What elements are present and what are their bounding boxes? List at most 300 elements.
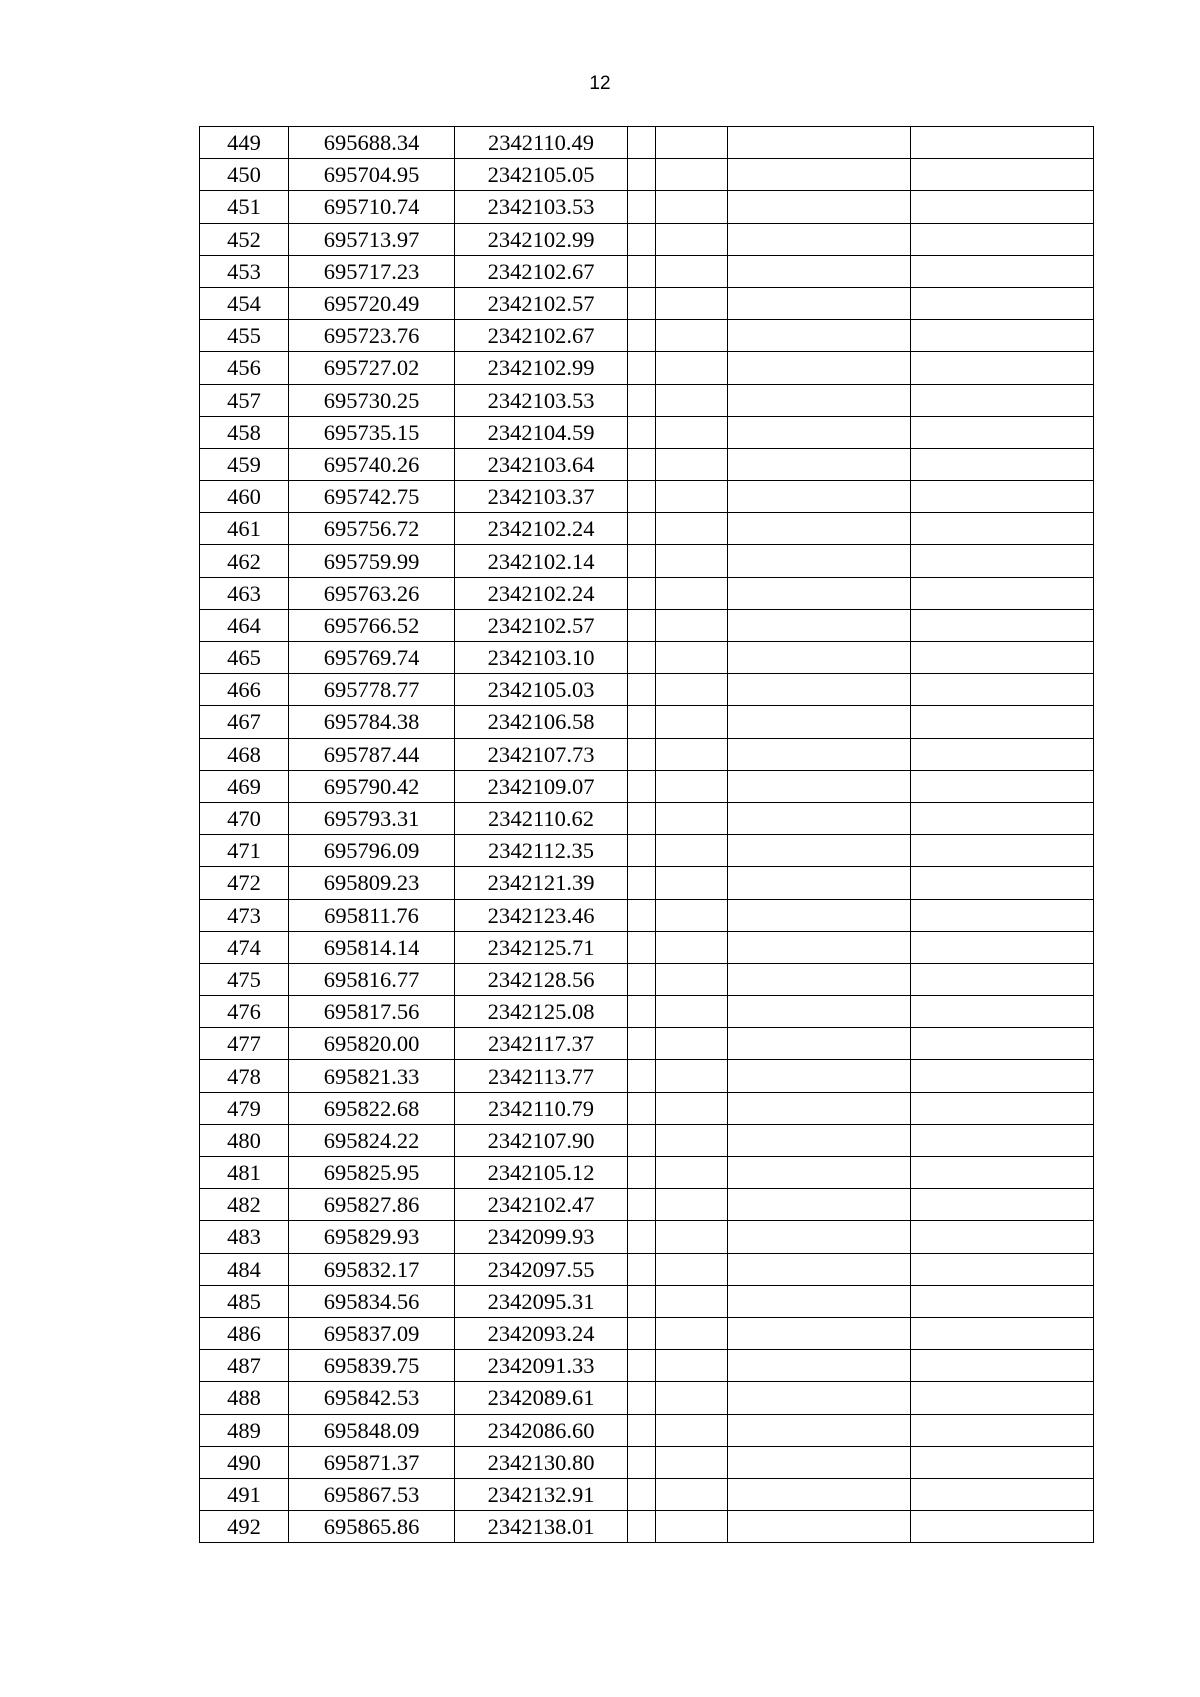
empty-cell bbox=[656, 1285, 728, 1317]
table-row bbox=[200, 642, 1094, 674]
point-number-cell: 472 bbox=[200, 867, 289, 899]
empty-cell bbox=[656, 899, 728, 931]
empty-cell bbox=[628, 352, 656, 384]
x-coordinate-cell: 695839.75 bbox=[289, 1350, 455, 1382]
empty-cell bbox=[656, 191, 728, 223]
empty-cell bbox=[728, 1253, 911, 1285]
x-coordinate-cell: 695829.93 bbox=[289, 1221, 455, 1253]
table-row bbox=[200, 1253, 1094, 1285]
empty-cell bbox=[728, 159, 911, 191]
empty-cell bbox=[728, 1189, 911, 1221]
y-coordinate-cell: 2342105.12 bbox=[455, 1157, 628, 1189]
y-coordinate-cell: 2342107.90 bbox=[455, 1124, 628, 1156]
table-row bbox=[200, 191, 1094, 223]
x-coordinate-cell: 695814.14 bbox=[289, 931, 455, 963]
x-coordinate-cell: 695688.34 bbox=[289, 127, 455, 159]
y-coordinate-cell: 2342107.73 bbox=[455, 738, 628, 770]
empty-cell bbox=[911, 738, 1094, 770]
empty-cell bbox=[911, 1124, 1094, 1156]
empty-cell bbox=[656, 384, 728, 416]
empty-cell bbox=[628, 223, 656, 255]
empty-cell bbox=[728, 706, 911, 738]
point-number-cell: 489 bbox=[200, 1414, 289, 1446]
empty-cell bbox=[656, 416, 728, 448]
point-number-cell: 479 bbox=[200, 1092, 289, 1124]
empty-cell bbox=[628, 384, 656, 416]
empty-cell bbox=[628, 1382, 656, 1414]
empty-cell bbox=[728, 738, 911, 770]
empty-cell bbox=[656, 255, 728, 287]
y-coordinate-cell: 2342125.71 bbox=[455, 931, 628, 963]
y-coordinate-cell: 2342102.14 bbox=[455, 545, 628, 577]
empty-cell bbox=[911, 963, 1094, 995]
y-coordinate-cell: 2342095.31 bbox=[455, 1285, 628, 1317]
y-coordinate-cell: 2342102.57 bbox=[455, 609, 628, 641]
point-number-cell: 466 bbox=[200, 674, 289, 706]
empty-cell bbox=[911, 642, 1094, 674]
empty-cell bbox=[628, 1157, 656, 1189]
empty-cell bbox=[628, 1478, 656, 1510]
table-row bbox=[200, 770, 1094, 802]
empty-cell bbox=[728, 1157, 911, 1189]
table-row bbox=[200, 1060, 1094, 1092]
empty-cell bbox=[656, 1478, 728, 1510]
point-number-cell: 459 bbox=[200, 448, 289, 480]
x-coordinate-cell: 695871.37 bbox=[289, 1446, 455, 1478]
x-coordinate-cell: 695727.02 bbox=[289, 352, 455, 384]
point-number-cell: 475 bbox=[200, 963, 289, 995]
empty-cell bbox=[911, 352, 1094, 384]
y-coordinate-cell: 2342093.24 bbox=[455, 1317, 628, 1349]
empty-cell bbox=[728, 1446, 911, 1478]
empty-cell bbox=[656, 545, 728, 577]
empty-cell bbox=[728, 1221, 911, 1253]
empty-cell bbox=[728, 1124, 911, 1156]
empty-cell bbox=[911, 448, 1094, 480]
empty-cell bbox=[628, 159, 656, 191]
empty-cell bbox=[728, 513, 911, 545]
table-row bbox=[200, 1285, 1094, 1317]
y-coordinate-cell: 2342103.53 bbox=[455, 191, 628, 223]
x-coordinate-cell: 695713.97 bbox=[289, 223, 455, 255]
empty-cell bbox=[911, 996, 1094, 1028]
empty-cell bbox=[728, 770, 911, 802]
table-row bbox=[200, 867, 1094, 899]
y-coordinate-cell: 2342105.05 bbox=[455, 159, 628, 191]
empty-cell bbox=[728, 223, 911, 255]
x-coordinate-cell: 695848.09 bbox=[289, 1414, 455, 1446]
empty-cell bbox=[911, 1092, 1094, 1124]
table-row bbox=[200, 1478, 1094, 1510]
empty-cell bbox=[656, 448, 728, 480]
x-coordinate-cell: 695809.23 bbox=[289, 867, 455, 899]
empty-cell bbox=[628, 802, 656, 834]
empty-cell bbox=[628, 1253, 656, 1285]
table-row bbox=[200, 223, 1094, 255]
empty-cell bbox=[656, 159, 728, 191]
empty-cell bbox=[728, 255, 911, 287]
table-row bbox=[200, 1317, 1094, 1349]
empty-cell bbox=[628, 416, 656, 448]
empty-cell bbox=[728, 320, 911, 352]
empty-cell bbox=[728, 609, 911, 641]
x-coordinate-cell: 695817.56 bbox=[289, 996, 455, 1028]
empty-cell bbox=[728, 481, 911, 513]
table-row bbox=[200, 1350, 1094, 1382]
empty-cell bbox=[728, 448, 911, 480]
y-coordinate-cell: 2342130.80 bbox=[455, 1446, 628, 1478]
empty-cell bbox=[728, 352, 911, 384]
point-number-cell: 454 bbox=[200, 287, 289, 319]
empty-cell bbox=[911, 899, 1094, 931]
point-number-cell: 456 bbox=[200, 352, 289, 384]
y-coordinate-cell: 2342117.37 bbox=[455, 1028, 628, 1060]
table-row bbox=[200, 1511, 1094, 1543]
table-row bbox=[200, 706, 1094, 738]
empty-cell bbox=[628, 448, 656, 480]
empty-cell bbox=[911, 320, 1094, 352]
empty-cell bbox=[911, 1350, 1094, 1382]
y-coordinate-cell: 2342110.79 bbox=[455, 1092, 628, 1124]
empty-cell bbox=[728, 1092, 911, 1124]
coordinates-table bbox=[199, 126, 1094, 1543]
empty-cell bbox=[728, 1478, 911, 1510]
empty-cell bbox=[911, 513, 1094, 545]
empty-cell bbox=[628, 320, 656, 352]
table-row bbox=[200, 674, 1094, 706]
x-coordinate-cell: 695784.38 bbox=[289, 706, 455, 738]
y-coordinate-cell: 2342102.57 bbox=[455, 287, 628, 319]
y-coordinate-cell: 2342112.35 bbox=[455, 835, 628, 867]
x-coordinate-cell: 695735.15 bbox=[289, 416, 455, 448]
empty-cell bbox=[911, 1317, 1094, 1349]
point-number-cell: 465 bbox=[200, 642, 289, 674]
x-coordinate-cell: 695820.00 bbox=[289, 1028, 455, 1060]
empty-cell bbox=[656, 770, 728, 802]
empty-cell bbox=[911, 416, 1094, 448]
empty-cell bbox=[911, 835, 1094, 867]
y-coordinate-cell: 2342086.60 bbox=[455, 1414, 628, 1446]
y-coordinate-cell: 2342103.10 bbox=[455, 642, 628, 674]
empty-cell bbox=[728, 416, 911, 448]
empty-cell bbox=[911, 545, 1094, 577]
y-coordinate-cell: 2342106.58 bbox=[455, 706, 628, 738]
empty-cell bbox=[628, 642, 656, 674]
x-coordinate-cell: 695787.44 bbox=[289, 738, 455, 770]
table-row bbox=[200, 802, 1094, 834]
x-coordinate-cell: 695832.17 bbox=[289, 1253, 455, 1285]
point-number-cell: 486 bbox=[200, 1317, 289, 1349]
empty-cell bbox=[628, 1189, 656, 1221]
empty-cell bbox=[628, 287, 656, 319]
point-number-cell: 473 bbox=[200, 899, 289, 931]
empty-cell bbox=[911, 1157, 1094, 1189]
table-row bbox=[200, 1189, 1094, 1221]
y-coordinate-cell: 2342102.67 bbox=[455, 255, 628, 287]
table-row bbox=[200, 320, 1094, 352]
empty-cell bbox=[728, 642, 911, 674]
empty-cell bbox=[628, 577, 656, 609]
empty-cell bbox=[656, 1189, 728, 1221]
x-coordinate-cell: 695837.09 bbox=[289, 1317, 455, 1349]
empty-cell bbox=[628, 706, 656, 738]
empty-cell bbox=[728, 1350, 911, 1382]
empty-cell bbox=[911, 1414, 1094, 1446]
x-coordinate-cell: 695822.68 bbox=[289, 1092, 455, 1124]
empty-cell bbox=[628, 1317, 656, 1349]
point-number-cell: 450 bbox=[200, 159, 289, 191]
point-number-cell: 467 bbox=[200, 706, 289, 738]
x-coordinate-cell: 695766.52 bbox=[289, 609, 455, 641]
point-number-cell: 492 bbox=[200, 1511, 289, 1543]
x-coordinate-cell: 695834.56 bbox=[289, 1285, 455, 1317]
empty-cell bbox=[911, 159, 1094, 191]
empty-cell bbox=[628, 1350, 656, 1382]
empty-cell bbox=[728, 191, 911, 223]
y-coordinate-cell: 2342102.24 bbox=[455, 513, 628, 545]
empty-cell bbox=[656, 1317, 728, 1349]
empty-cell bbox=[911, 931, 1094, 963]
empty-cell bbox=[911, 223, 1094, 255]
empty-cell bbox=[728, 802, 911, 834]
y-coordinate-cell: 2342102.99 bbox=[455, 223, 628, 255]
empty-cell bbox=[911, 802, 1094, 834]
empty-cell bbox=[728, 1382, 911, 1414]
point-number-cell: 477 bbox=[200, 1028, 289, 1060]
point-number-cell: 460 bbox=[200, 481, 289, 513]
empty-cell bbox=[656, 1382, 728, 1414]
empty-cell bbox=[656, 674, 728, 706]
empty-cell bbox=[656, 1350, 728, 1382]
empty-cell bbox=[728, 545, 911, 577]
empty-cell bbox=[911, 1189, 1094, 1221]
y-coordinate-cell: 2342099.93 bbox=[455, 1221, 628, 1253]
y-coordinate-cell: 2342091.33 bbox=[455, 1350, 628, 1382]
empty-cell bbox=[911, 1060, 1094, 1092]
table-row bbox=[200, 416, 1094, 448]
empty-cell bbox=[911, 1221, 1094, 1253]
y-coordinate-cell: 2342132.91 bbox=[455, 1478, 628, 1510]
table-row bbox=[200, 835, 1094, 867]
x-coordinate-cell: 695723.76 bbox=[289, 320, 455, 352]
table-row bbox=[200, 255, 1094, 287]
empty-cell bbox=[628, 931, 656, 963]
y-coordinate-cell: 2342104.59 bbox=[455, 416, 628, 448]
empty-cell bbox=[911, 1478, 1094, 1510]
empty-cell bbox=[728, 1285, 911, 1317]
empty-cell bbox=[728, 1060, 911, 1092]
empty-cell bbox=[911, 255, 1094, 287]
point-number-cell: 471 bbox=[200, 835, 289, 867]
empty-cell bbox=[728, 287, 911, 319]
empty-cell bbox=[628, 255, 656, 287]
empty-cell bbox=[656, 1446, 728, 1478]
y-coordinate-cell: 2342138.01 bbox=[455, 1511, 628, 1543]
x-coordinate-cell: 695865.86 bbox=[289, 1511, 455, 1543]
empty-cell bbox=[628, 738, 656, 770]
empty-cell bbox=[911, 1382, 1094, 1414]
point-number-cell: 491 bbox=[200, 1478, 289, 1510]
table-row bbox=[200, 352, 1094, 384]
table-row bbox=[200, 481, 1094, 513]
point-number-cell: 452 bbox=[200, 223, 289, 255]
x-coordinate-cell: 695759.99 bbox=[289, 545, 455, 577]
empty-cell bbox=[628, 996, 656, 1028]
empty-cell bbox=[656, 352, 728, 384]
x-coordinate-cell: 695769.74 bbox=[289, 642, 455, 674]
x-coordinate-cell: 695825.95 bbox=[289, 1157, 455, 1189]
table-row bbox=[200, 738, 1094, 770]
point-number-cell: 462 bbox=[200, 545, 289, 577]
empty-cell bbox=[911, 867, 1094, 899]
x-coordinate-cell: 695704.95 bbox=[289, 159, 455, 191]
table-row bbox=[200, 287, 1094, 319]
empty-cell bbox=[911, 287, 1094, 319]
empty-cell bbox=[656, 320, 728, 352]
table-row bbox=[200, 384, 1094, 416]
empty-cell bbox=[656, 802, 728, 834]
table-row bbox=[200, 127, 1094, 159]
empty-cell bbox=[911, 1511, 1094, 1543]
empty-cell bbox=[628, 674, 656, 706]
empty-cell bbox=[728, 899, 911, 931]
empty-cell bbox=[628, 835, 656, 867]
empty-cell bbox=[656, 1124, 728, 1156]
empty-cell bbox=[656, 1157, 728, 1189]
table-row bbox=[200, 545, 1094, 577]
empty-cell bbox=[656, 1253, 728, 1285]
empty-cell bbox=[728, 1317, 911, 1349]
point-number-cell: 476 bbox=[200, 996, 289, 1028]
y-coordinate-cell: 2342113.77 bbox=[455, 1060, 628, 1092]
empty-cell bbox=[628, 1511, 656, 1543]
x-coordinate-cell: 695710.74 bbox=[289, 191, 455, 223]
table-row bbox=[200, 1446, 1094, 1478]
point-number-cell: 451 bbox=[200, 191, 289, 223]
empty-cell bbox=[656, 1414, 728, 1446]
point-number-cell: 469 bbox=[200, 770, 289, 802]
empty-cell bbox=[628, 1285, 656, 1317]
empty-cell bbox=[911, 1285, 1094, 1317]
x-coordinate-cell: 695740.26 bbox=[289, 448, 455, 480]
empty-cell bbox=[656, 223, 728, 255]
x-coordinate-cell: 695821.33 bbox=[289, 1060, 455, 1092]
empty-cell bbox=[911, 127, 1094, 159]
empty-cell bbox=[628, 867, 656, 899]
empty-cell bbox=[628, 1028, 656, 1060]
table-row bbox=[200, 513, 1094, 545]
empty-cell bbox=[728, 963, 911, 995]
point-number-cell: 457 bbox=[200, 384, 289, 416]
empty-cell bbox=[656, 609, 728, 641]
empty-cell bbox=[628, 1446, 656, 1478]
point-number-cell: 480 bbox=[200, 1124, 289, 1156]
table-row bbox=[200, 1221, 1094, 1253]
empty-cell bbox=[628, 513, 656, 545]
empty-cell bbox=[911, 384, 1094, 416]
x-coordinate-cell: 695730.25 bbox=[289, 384, 455, 416]
empty-cell bbox=[728, 674, 911, 706]
table-row bbox=[200, 1382, 1094, 1414]
empty-cell bbox=[728, 1414, 911, 1446]
x-coordinate-cell: 695717.23 bbox=[289, 255, 455, 287]
empty-cell bbox=[911, 191, 1094, 223]
point-number-cell: 478 bbox=[200, 1060, 289, 1092]
page-number: 12 bbox=[589, 73, 611, 94]
empty-cell bbox=[628, 545, 656, 577]
point-number-cell: 490 bbox=[200, 1446, 289, 1478]
y-coordinate-cell: 2342121.39 bbox=[455, 867, 628, 899]
x-coordinate-cell: 695756.72 bbox=[289, 513, 455, 545]
table-row bbox=[200, 448, 1094, 480]
empty-cell bbox=[728, 1511, 911, 1543]
y-coordinate-cell: 2342105.03 bbox=[455, 674, 628, 706]
table-row bbox=[200, 1124, 1094, 1156]
x-coordinate-cell: 695793.31 bbox=[289, 802, 455, 834]
y-coordinate-cell: 2342102.47 bbox=[455, 1189, 628, 1221]
x-coordinate-cell: 695827.86 bbox=[289, 1189, 455, 1221]
y-coordinate-cell: 2342102.67 bbox=[455, 320, 628, 352]
empty-cell bbox=[628, 609, 656, 641]
x-coordinate-cell: 695842.53 bbox=[289, 1382, 455, 1414]
x-coordinate-cell: 695720.49 bbox=[289, 287, 455, 319]
empty-cell bbox=[911, 706, 1094, 738]
coordinates-table-body bbox=[200, 127, 1094, 1543]
point-number-cell: 482 bbox=[200, 1189, 289, 1221]
empty-cell bbox=[656, 1511, 728, 1543]
empty-cell bbox=[628, 191, 656, 223]
table-row bbox=[200, 1157, 1094, 1189]
empty-cell bbox=[911, 577, 1094, 609]
empty-cell bbox=[728, 996, 911, 1028]
y-coordinate-cell: 2342125.08 bbox=[455, 996, 628, 1028]
empty-cell bbox=[656, 513, 728, 545]
point-number-cell: 481 bbox=[200, 1157, 289, 1189]
table-row bbox=[200, 899, 1094, 931]
point-number-cell: 453 bbox=[200, 255, 289, 287]
y-coordinate-cell: 2342097.55 bbox=[455, 1253, 628, 1285]
point-number-cell: 458 bbox=[200, 416, 289, 448]
table-row bbox=[200, 609, 1094, 641]
empty-cell bbox=[628, 481, 656, 513]
empty-cell bbox=[911, 770, 1094, 802]
y-coordinate-cell: 2342128.56 bbox=[455, 963, 628, 995]
table-row bbox=[200, 1414, 1094, 1446]
empty-cell bbox=[628, 899, 656, 931]
y-coordinate-cell: 2342103.37 bbox=[455, 481, 628, 513]
empty-cell bbox=[656, 835, 728, 867]
empty-cell bbox=[628, 127, 656, 159]
empty-cell bbox=[728, 1028, 911, 1060]
empty-cell bbox=[628, 1221, 656, 1253]
empty-cell bbox=[911, 674, 1094, 706]
x-coordinate-cell: 695824.22 bbox=[289, 1124, 455, 1156]
point-number-cell: 455 bbox=[200, 320, 289, 352]
point-number-cell: 464 bbox=[200, 609, 289, 641]
x-coordinate-cell: 695816.77 bbox=[289, 963, 455, 995]
table-row bbox=[200, 1028, 1094, 1060]
empty-cell bbox=[911, 609, 1094, 641]
table-row bbox=[200, 159, 1094, 191]
empty-cell bbox=[911, 1446, 1094, 1478]
empty-cell bbox=[656, 867, 728, 899]
y-coordinate-cell: 2342110.62 bbox=[455, 802, 628, 834]
empty-cell bbox=[728, 931, 911, 963]
empty-cell bbox=[656, 642, 728, 674]
empty-cell bbox=[656, 127, 728, 159]
empty-cell bbox=[728, 577, 911, 609]
empty-cell bbox=[728, 384, 911, 416]
